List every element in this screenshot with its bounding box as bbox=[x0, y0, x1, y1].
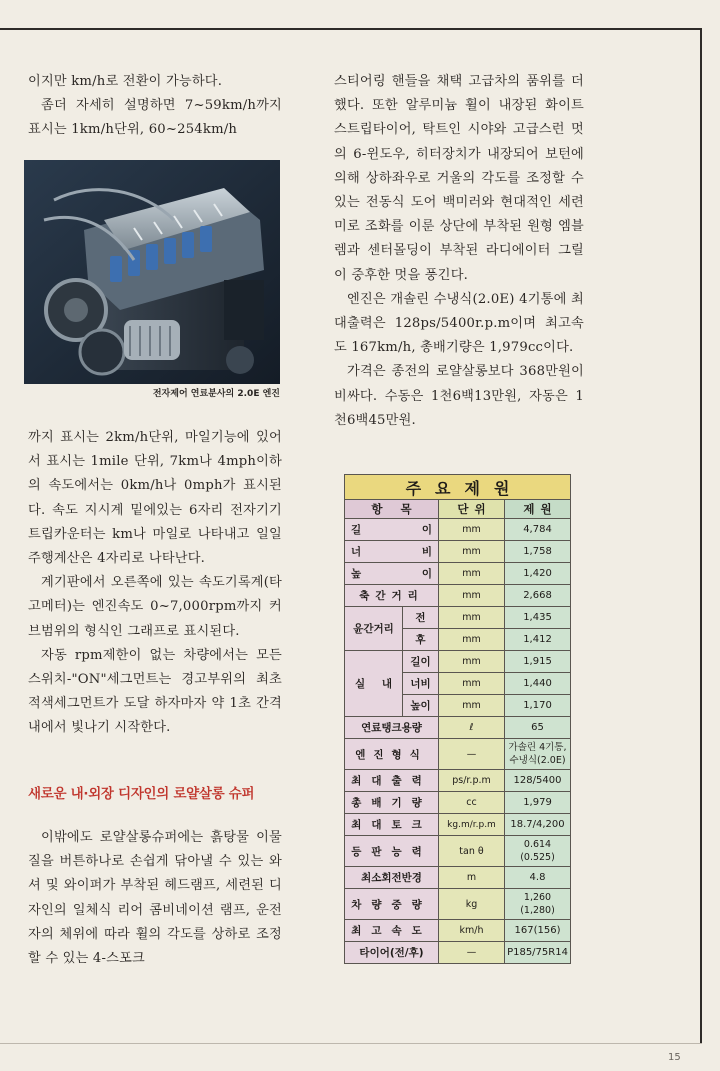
header-item: 항목 bbox=[345, 500, 439, 519]
row-sublabel: 너비 bbox=[403, 673, 439, 695]
row-label: 높 이 bbox=[345, 563, 439, 585]
row-value: 2,668 bbox=[505, 585, 571, 607]
header-unit: 단위 bbox=[439, 500, 505, 519]
row-unit: mm bbox=[439, 563, 505, 585]
table-row bbox=[345, 563, 571, 585]
row-unit: — bbox=[439, 942, 505, 964]
page-frame-bottom bbox=[0, 1043, 702, 1044]
row-label: 총배기량 bbox=[345, 792, 439, 814]
row-value: 가솔린 4기통, 수냉식(2.0E) bbox=[505, 739, 571, 770]
table-row bbox=[345, 814, 571, 836]
page-frame-top bbox=[0, 28, 702, 30]
row-label: 최소회전반경 bbox=[345, 867, 439, 889]
row-unit: ps/r.p.m bbox=[439, 770, 505, 792]
paragraph: 까지 표시는 2km/h단위, 마일기능에 있어서 표시는 1mile 단위, 7km나 4mph이하의 속도에서는 0km/h나 0mph가 표시된다. 속도 지시계 밑에있는 6자리 전자기기 트립카운터는 km나 마일로 나타내고 일일 주행계산은 4자리로 나타난다. bbox=[28, 430, 282, 567]
paragraph: 스티어링 핸들을 채택 고급차의 품위를 더했다. 또한 알루미늄 휠이 내장된 화이트 스트립타이어, 탁트인 시야와 고급스런 멋의 6-윈도우, 히터장치가 내장되어 보턴에 의해 상하좌우로 거울의 각도를 조정할 수 있는 전동식 도어 백미러와 현대적인 세련미로 조화를 이룬 상단에 부착된 원형 엠블렘과 센터몰딩이 부착된 라디에이터 그릴이 중후한 멋을 풍긴다. bbox=[334, 74, 584, 283]
row-label: 타이어(전/후) bbox=[345, 942, 439, 964]
row-value: 65 bbox=[505, 717, 571, 739]
paragraph: 좀더 자세히 설명하면 7~59km/h까지 표시는 1km/h단위, 60~254km/h bbox=[28, 98, 282, 138]
row-label: 등판능력 bbox=[345, 836, 439, 867]
row-sublabel: 높이 bbox=[403, 695, 439, 717]
table-row bbox=[345, 792, 571, 814]
row-label: 축간거리 bbox=[345, 585, 439, 607]
left-column-top bbox=[28, 70, 282, 143]
row-label: 실 내 bbox=[345, 651, 403, 717]
table-row bbox=[345, 541, 571, 563]
row-unit: mm bbox=[439, 695, 505, 717]
paragraph: 자동 rpm제한이 없는 차량에서는 모든 스위치-"ON"세그먼트는 경고부위의 최초 적색세그먼트가 도달 하자마자 약 1초 간격내에서 빛나기 시작한다. bbox=[28, 647, 282, 736]
row-unit: kg.m/r.p.m bbox=[439, 814, 505, 836]
row-label: 최대출력 bbox=[345, 770, 439, 792]
paragraph: 엔진은 개솔린 수냉식(2.0E) 4기통에 최대출력은 128ps/5400r.p.m이며 최고속도 167km/h, 총배기량은 1,979cc이다. bbox=[334, 291, 584, 356]
page-frame-right bbox=[700, 28, 702, 1044]
left-column-middle bbox=[28, 426, 282, 741]
row-value: 1,758 bbox=[505, 541, 571, 563]
table-row bbox=[345, 770, 571, 792]
right-column bbox=[334, 70, 584, 433]
table-row bbox=[345, 607, 571, 629]
section-heading: 새로운 내·외장 디자인의 로얄살롱 슈퍼 bbox=[28, 786, 255, 802]
row-label: 엔진형식 bbox=[345, 739, 439, 770]
row-unit: — bbox=[439, 739, 505, 770]
paragraph: 이지만 km/h로 전환이 가능하다. bbox=[28, 74, 223, 89]
row-sublabel: 길이 bbox=[403, 651, 439, 673]
row-unit: mm bbox=[439, 629, 505, 651]
row-value: 167(156) bbox=[505, 920, 571, 942]
row-unit: mm bbox=[439, 651, 505, 673]
table-row bbox=[345, 942, 571, 964]
row-value: P185/75R14 bbox=[505, 942, 571, 964]
table-row bbox=[345, 836, 571, 867]
table-row bbox=[345, 717, 571, 739]
row-value: 1,420 bbox=[505, 563, 571, 585]
row-value: 1,979 bbox=[505, 792, 571, 814]
row-label: 길 이 bbox=[345, 519, 439, 541]
table-row bbox=[345, 739, 571, 770]
row-unit: km/h bbox=[439, 920, 505, 942]
row-unit: mm bbox=[439, 541, 505, 563]
table-row bbox=[345, 889, 571, 920]
row-unit: m bbox=[439, 867, 505, 889]
paragraph: 이밖에도 로얄살롱슈퍼에는 흙탕물 이물질을 버튼하나로 손쉽게 닦아낼 수 있는 와셔 및 와이퍼가 부착된 헤드램프, 세련된 디자인의 일체식 리어 콤비네이션 램프, 운전자의 체위에 따라 휠의 각도를 상하로 조정할 수 있는 4-스포크 bbox=[28, 830, 282, 967]
row-label: 차량중량 bbox=[345, 889, 439, 920]
spec-table bbox=[344, 474, 571, 964]
row-unit: mm bbox=[439, 673, 505, 695]
engine-photo bbox=[24, 160, 280, 384]
row-value: 18.7/4,200 bbox=[505, 814, 571, 836]
row-value: 4,784 bbox=[505, 519, 571, 541]
row-value: 0.614 (0.525) bbox=[505, 836, 571, 867]
engine-illustration bbox=[24, 160, 280, 384]
header-value: 제원 bbox=[505, 500, 571, 519]
row-value: 1,440 bbox=[505, 673, 571, 695]
table-row bbox=[345, 920, 571, 942]
table-row bbox=[345, 585, 571, 607]
row-unit: ℓ bbox=[439, 717, 505, 739]
row-label: 최대토크 bbox=[345, 814, 439, 836]
left-column-bottom bbox=[28, 826, 282, 971]
page-number: 15 bbox=[668, 1052, 681, 1063]
row-unit: mm bbox=[439, 585, 505, 607]
table-row bbox=[345, 651, 571, 673]
row-label: 윤간거리 bbox=[345, 607, 403, 651]
row-unit: kg bbox=[439, 889, 505, 920]
spec-table-header-row bbox=[345, 500, 571, 519]
row-unit: mm bbox=[439, 607, 505, 629]
table-row bbox=[345, 867, 571, 889]
row-label: 연료탱크용량 bbox=[345, 717, 439, 739]
paragraph: 계기판에서 오른쪽에 있는 속도기록계(타고메터)는 엔진속도 0~7,000rpm까지 커브범위의 형식인 그래프로 표시된다. bbox=[28, 575, 282, 639]
row-sublabel: 전 bbox=[403, 607, 439, 629]
photo-caption: 전자제어 연료분사의 2.0E 엔진 bbox=[152, 389, 280, 399]
row-label: 최고속도 bbox=[345, 920, 439, 942]
row-value: 1,435 bbox=[505, 607, 571, 629]
row-value: 1,412 bbox=[505, 629, 571, 651]
row-unit: mm bbox=[439, 519, 505, 541]
row-value: 4.8 bbox=[505, 867, 571, 889]
row-value: 1,260 (1,280) bbox=[505, 889, 571, 920]
row-unit: tan θ bbox=[439, 836, 505, 867]
spec-table-title: 주요제원 bbox=[345, 475, 571, 500]
row-unit: cc bbox=[439, 792, 505, 814]
paragraph: 가격은 종전의 로얄살롱보다 368만원이 비싸다. 수동은 1천6백13만원, 자동은 1천6백45만원. bbox=[334, 364, 584, 428]
row-value: 128/5400 bbox=[505, 770, 571, 792]
row-label: 너 비 bbox=[345, 541, 439, 563]
row-value: 1,915 bbox=[505, 651, 571, 673]
table-row bbox=[345, 519, 571, 541]
spec-table-title-row bbox=[345, 475, 571, 500]
row-sublabel: 후 bbox=[403, 629, 439, 651]
row-value: 1,170 bbox=[505, 695, 571, 717]
